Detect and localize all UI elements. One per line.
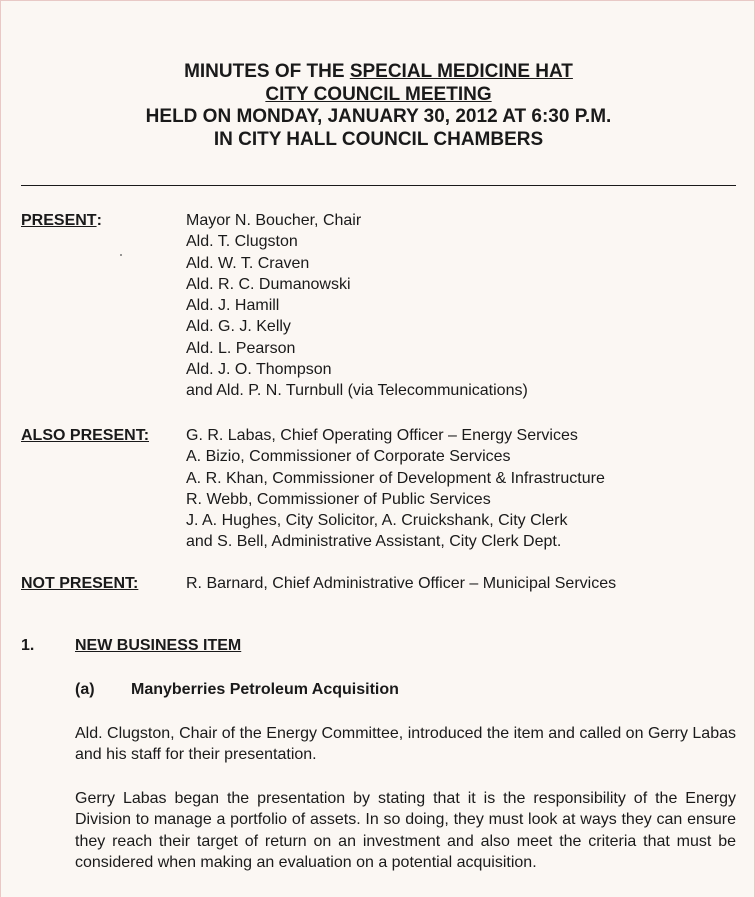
present-name: Ald. J. O. Thompson <box>186 361 332 379</box>
title-divider <box>21 185 736 186</box>
present-name: Ald. L. Pearson <box>186 339 296 357</box>
title-line-1 <box>1 61 755 84</box>
title-line-1-prefix: MINUTES OF THE <box>184 61 350 82</box>
not-present-label: NOT PRESENT: <box>21 575 139 592</box>
present-name: Ald. R. C. Dumanowski <box>186 275 351 293</box>
also-present-list <box>186 425 605 553</box>
present-name: Ald. W. T. Craven <box>186 254 310 272</box>
title-line-3: HELD ON MONDAY, JANUARY 30, 2012 AT 6:30 P.M. <box>145 106 612 127</box>
also-present-name: A. R. Khan, Commissioner of Development & Infrastructure <box>186 469 605 487</box>
present-label-colon: : <box>96 212 102 229</box>
section-title: NEW BUSINESS ITEM <box>75 637 242 654</box>
also-present-name: G. R. Labas, Chief Operating Officer – Energy Services <box>186 427 578 444</box>
present-label <box>21 210 102 231</box>
present-name: Mayor N. Boucher, Chair <box>186 212 362 229</box>
title-line-1-underlined: SPECIAL MEDICINE HAT <box>349 61 573 82</box>
present-name: Ald. J. Hamill <box>186 297 280 315</box>
present-name: Ald. G. J. Kelly <box>186 318 291 336</box>
scan-speck <box>120 254 122 256</box>
subsection-letter: (a) <box>75 681 95 698</box>
document-title <box>1 61 755 151</box>
not-present-name: R. Barnard, Chief Administrative Officer – Municipal Services <box>186 575 617 592</box>
paragraph-1: Ald. Clugston, Chair of the Energy Committee, introduced the item and called on Gerry Labas and his staff for their presentation. <box>75 725 736 764</box>
present-name: Ald. T. Clugston <box>186 233 298 251</box>
section-number: 1. <box>21 637 35 654</box>
present-name: and Ald. P. N. Turnbull (via Telecommunications) <box>186 382 528 400</box>
also-present-name: J. A. Hughes, City Solicitor, A. Cruickshank, City Clerk <box>186 512 568 530</box>
title-line-4: IN CITY HALL COUNCIL CHAMBERS <box>213 128 544 150</box>
not-present-list <box>186 573 616 594</box>
subsection-title: Manyberries Petroleum Acquisition <box>131 681 399 698</box>
paragraph-2: Gerry Labas began the presentation by stating that it is the responsibility of the Energy Division to manage a portfolio of assets. In so doing, they must look at ways they can ensure they reach their target of return on an investment and also meet the criteria that must be considered when making an evaluation on a potential acquisition. <box>75 790 736 871</box>
also-present-name: and S. Bell, Administrative Assistant, City Clerk Dept. <box>186 533 562 551</box>
also-present-name: A. Bizio, Commissioner of Corporate Services <box>186 448 511 466</box>
present-list <box>186 210 528 402</box>
also-present-name: R. Webb, Commissioner of Public Services <box>186 490 491 508</box>
also-present-label: ALSO PRESENT: <box>21 427 150 444</box>
title-line-2: CITY COUNCIL MEETING <box>265 83 492 105</box>
present-label-text: PRESENT <box>21 212 97 229</box>
